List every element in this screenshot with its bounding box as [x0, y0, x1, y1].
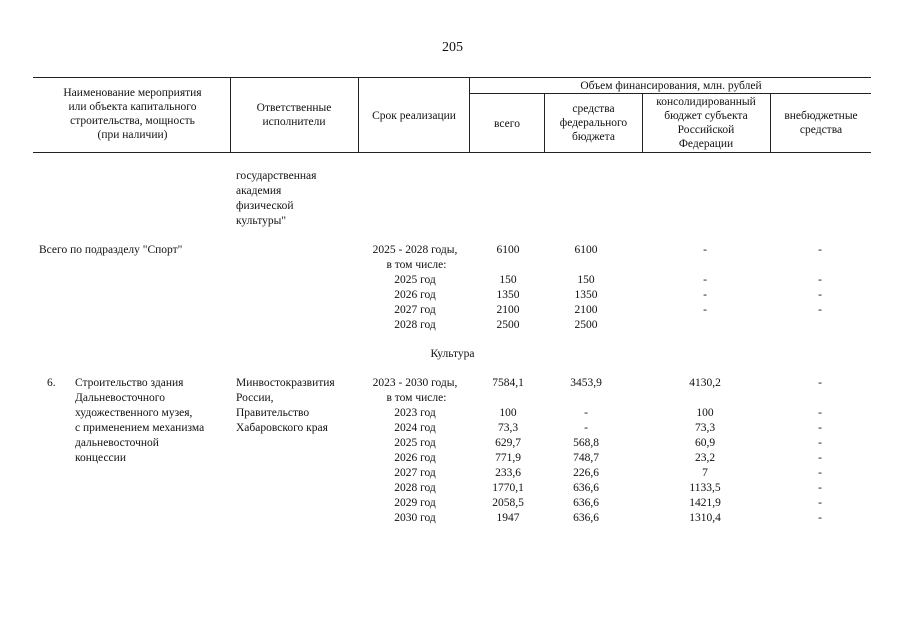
- item-responsible: Минвостокразвития России, Правительство Хабаровского края: [236, 377, 335, 434]
- header-top-rule: [33, 77, 871, 78]
- item-name: Строительство здания Дальневосточного художественного музея, с применением механизма дальневосточной концессии: [75, 377, 205, 464]
- header-responsible: Ответственные исполнители: [256, 102, 332, 128]
- header-bottom-rule: [33, 152, 871, 153]
- header-name: Наименование мероприятия или объекта капитального строительства, мощность (при наличии): [63, 87, 202, 141]
- sport-total-label: Всего по подразделу "Спорт": [39, 244, 183, 256]
- item-number: 6.: [47, 377, 56, 389]
- col-divider-4: [544, 93, 545, 152]
- item-periods: 2023 - 2030 годы, в том числе: 2023 год 2024 год 2025 год 2026 год 2027 год 2028 год 2029 год 2030 год: [372, 377, 458, 524]
- section-title: Культура: [430, 348, 475, 360]
- header-total: всего: [494, 118, 520, 130]
- header-federal: средства федерального бюджета: [559, 103, 628, 143]
- header-period: Срок реализации: [372, 110, 456, 122]
- continued-responsible: государственная академия физической культуры": [236, 170, 317, 227]
- col-divider-2: [358, 77, 359, 152]
- sport-total-total: 6100 150 1350 2100 2500: [496, 244, 520, 331]
- item-extrabudget: - - - - - - - - -: [818, 377, 822, 524]
- header-regional: консолидированный бюджет субъекта Российской Федерации: [656, 96, 756, 150]
- page-number: 205: [442, 40, 463, 55]
- item-regional: 4130,2 100 73,3 60,9 23,2 7 1133,5 1421,9 1310,4: [689, 377, 721, 524]
- sport-total-regional: - - - -: [703, 244, 707, 316]
- sport-total-periods: 2025 - 2028 годы, в том числе: 2025 год 2026 год 2027 год 2028 год: [372, 244, 458, 331]
- sport-total-federal: 6100 150 1350 2100 2500: [574, 244, 598, 331]
- item-federal: 3453,9 - - 568,8 748,7 226,6 636,6 636,6 636,6: [570, 377, 602, 524]
- item-total: 7584,1 100 73,3 629,7 771,9 233,6 1770,1 2058,5 1947: [492, 377, 524, 524]
- header-funding: Объем финансирования, млн. рублей: [580, 80, 762, 92]
- col-divider-1: [230, 77, 231, 152]
- header-extrabudget: внебюджетные средства: [784, 110, 858, 136]
- funding-subheader-rule: [469, 93, 871, 94]
- sport-total-extrabudget: - - - -: [818, 244, 822, 316]
- col-divider-3: [469, 77, 470, 152]
